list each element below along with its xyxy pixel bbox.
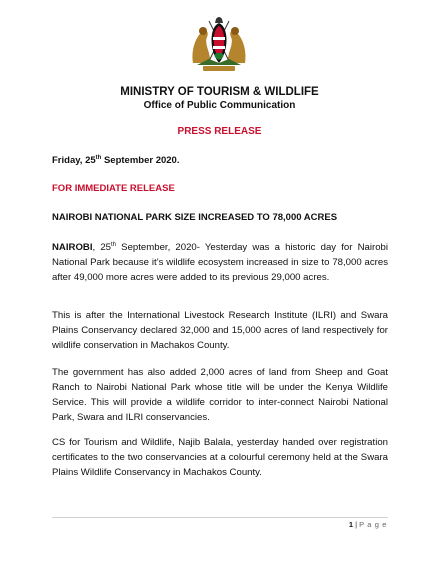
page-separator: | — [353, 520, 360, 529]
paragraph-1-text: September, 2020- Yesterday was a historic day for Nairobi National Park because it’s wildlife ecosystem increased in size to 78,000 acres after 49,000 more acres were added to its previous 29,000 acres. — [52, 242, 388, 284]
paragraph-2: This is after the International Livestock Research Institute (ILRI) and Swara Plains Conservancy declared 32,000 and 15,000 acres of land respectively for wildlife conservation in Machakos County. — [52, 310, 388, 351]
page-footer — [349, 520, 387, 529]
date-prefix: Friday, 25 — [52, 155, 96, 167]
page-label: P a g e — [359, 520, 387, 529]
release-date — [52, 155, 179, 166]
immediate-release-label: FOR IMMEDIATE RELEASE — [52, 183, 175, 194]
date-suffix: September 2020. — [101, 155, 180, 167]
date-ordinal: th — [95, 155, 102, 161]
paragraph-1 — [52, 238, 388, 285]
footer-divider — [52, 517, 388, 518]
office-subtitle: Office of Public Communication — [143, 100, 296, 111]
press-release-heading: PRESS RELEASE — [177, 126, 262, 137]
paragraph-4: CS for Tourism and Wildlife, Najib Balala, yesterday handed over registration certificates to the two conservancies at a colourful ceremony held at the Swara Plains Wildlife Conservancy in Machakos County. — [52, 437, 388, 478]
dateline-day: , 25 — [92, 242, 112, 254]
kenya-coat-of-arms-icon — [189, 13, 249, 73]
dateline-ordinal: th — [111, 242, 117, 248]
headline: NAIROBI NATIONAL PARK SIZE INCREASED TO 78,000 ACRES — [52, 212, 338, 223]
page-number: 1 — [348, 520, 354, 529]
dateline: NAIROBI — [52, 242, 93, 254]
ministry-title: MINISTRY OF TOURISM & WILDLIFE — [120, 86, 319, 98]
paragraph-3: The government has also added 2,000 acres of land from Sheep and Goat Ranch to Nairobi National Park whose title will be under the Kenya Wildlife Service. This will provide a wildlife corridor to inter-connect Nairobi National Park, Swara and ILRI conservancies. — [52, 367, 388, 423]
